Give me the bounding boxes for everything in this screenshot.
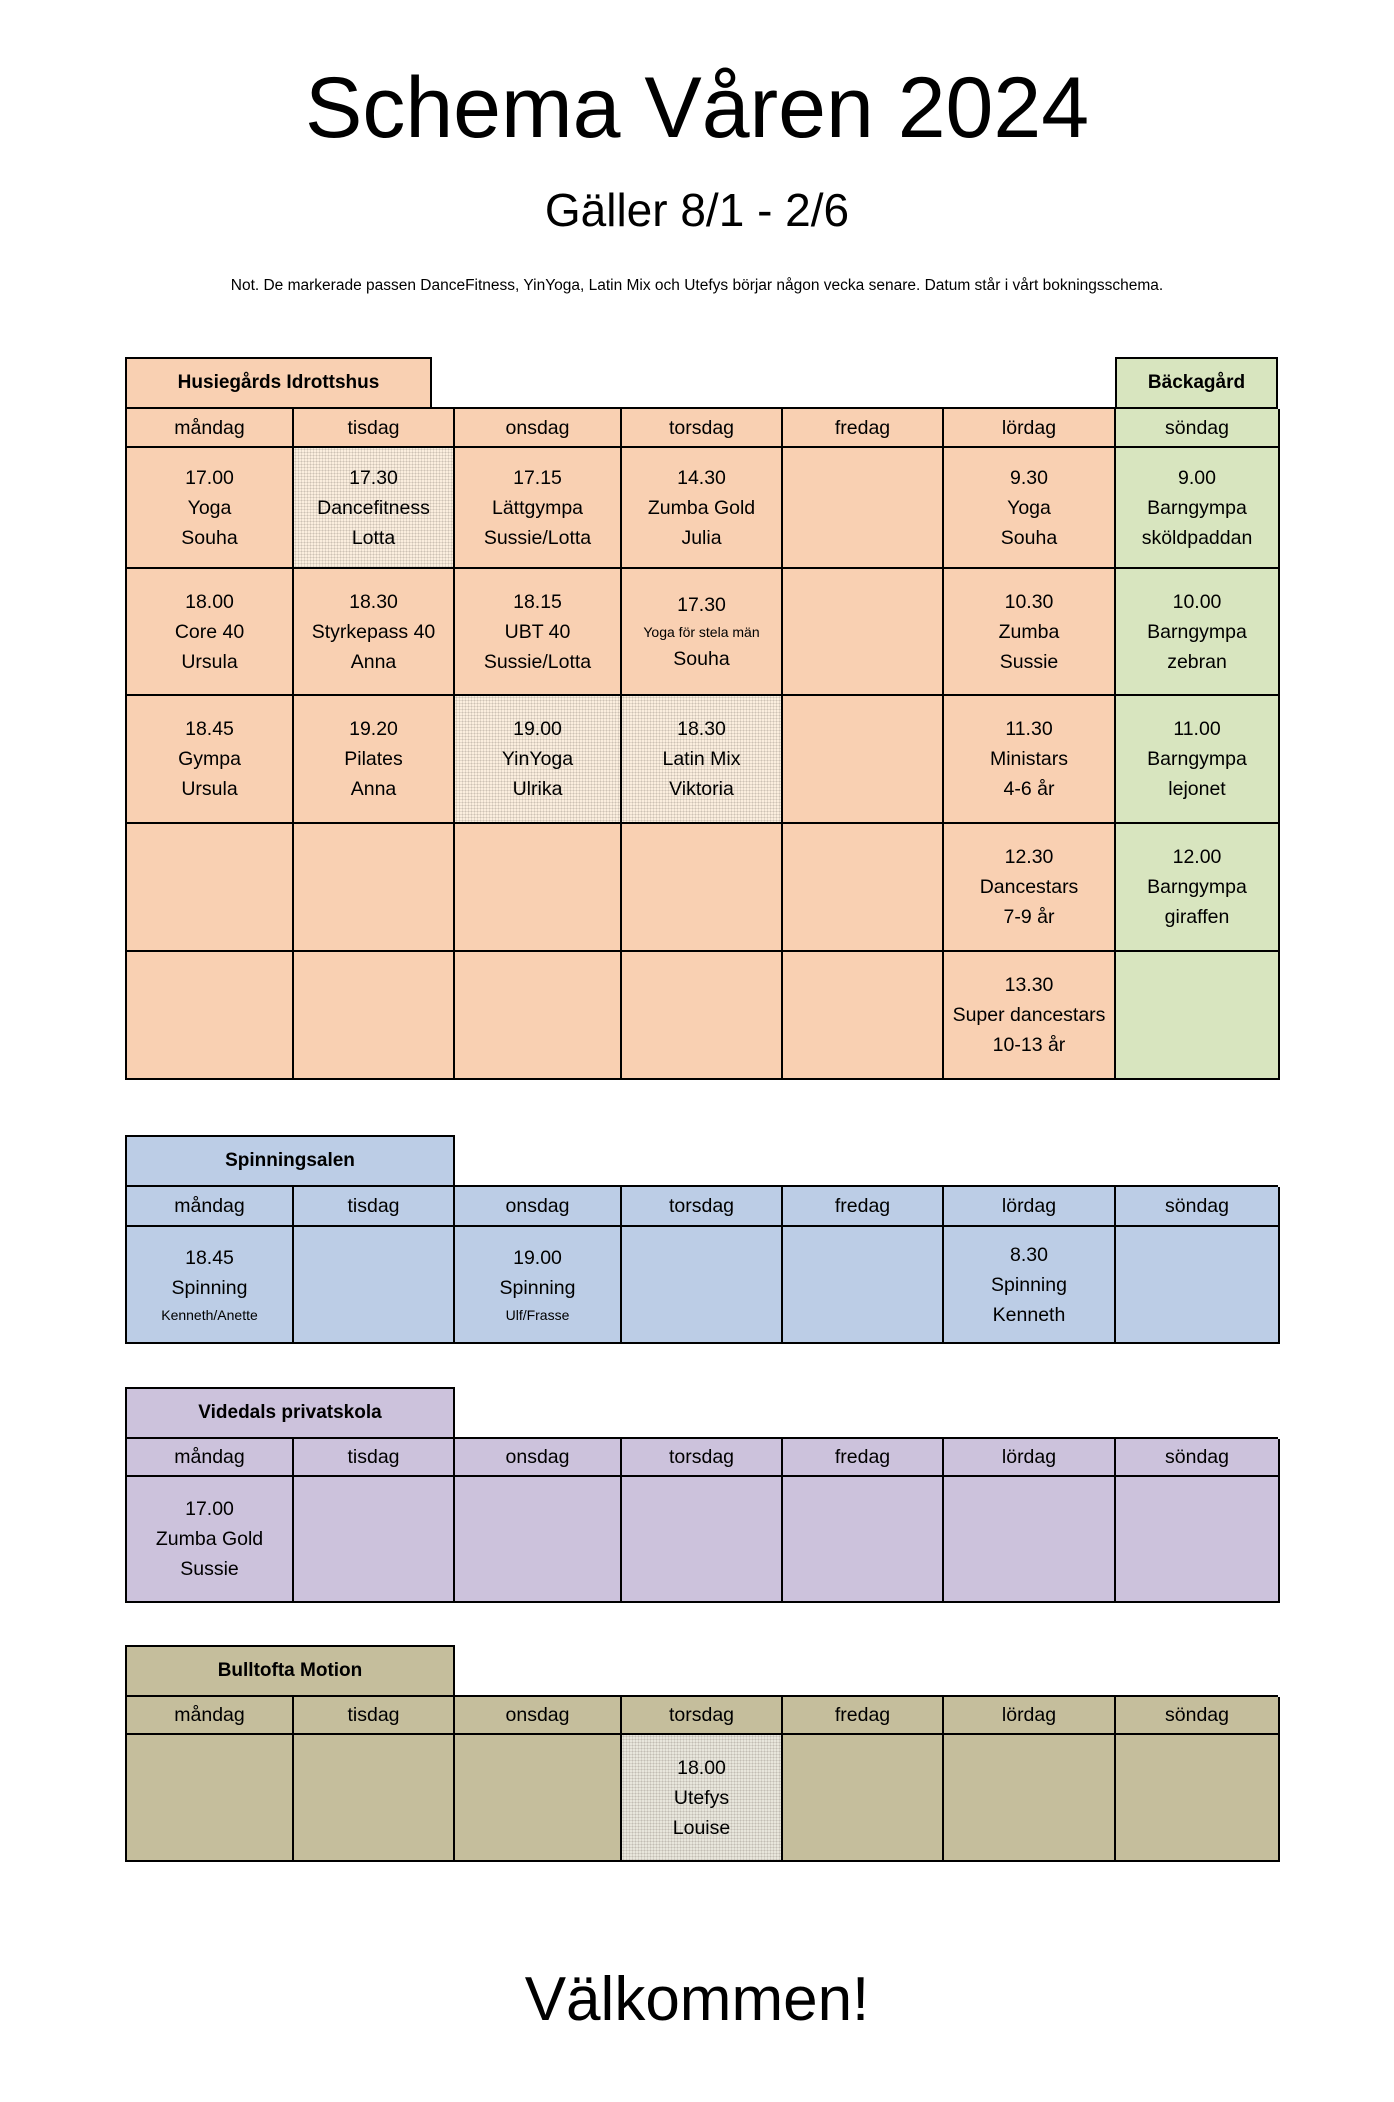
- venue-spinning: Spinningsalen: [125, 1135, 455, 1185]
- class-name: Yoga för stela män: [643, 623, 760, 640]
- day-header: måndag: [127, 1187, 294, 1227]
- class-time: 12.30: [1004, 846, 1054, 868]
- day-header: tisdag: [294, 409, 455, 448]
- class-cell: [455, 448, 622, 569]
- empty-cell: [783, 952, 944, 1080]
- class-leader: Sussie: [999, 650, 1059, 673]
- class-time: 19.00: [513, 718, 562, 740]
- class-time: 17.00: [185, 1498, 234, 1520]
- empty-cell: [944, 1477, 1116, 1603]
- empty-cell: [1116, 1477, 1280, 1603]
- empty-cell: [783, 824, 944, 952]
- class-name: Barngympa: [1147, 876, 1247, 898]
- class-name: Yoga: [187, 496, 232, 519]
- day-header: tisdag: [294, 1187, 455, 1227]
- class-cell: [944, 824, 1116, 952]
- class-leader: Sussie/Lotta: [483, 526, 592, 549]
- class-leader: Souha: [673, 647, 730, 670]
- empty-cell: [127, 1735, 294, 1862]
- class-name: YinYoga: [501, 748, 574, 770]
- empty-cell: [1116, 1735, 1280, 1862]
- empty-cell: [783, 1735, 944, 1862]
- page-note: Not. De markerade passen DanceFitness, YinYoga, Latin Mix och Utefys börjar någon vecka senare. Datum står i vårt bokningsschema.: [230, 277, 1164, 294]
- class-name: Zumba: [998, 620, 1060, 643]
- day-header: lördag: [944, 1187, 1116, 1227]
- husie-schedule: [125, 357, 1278, 1080]
- class-name: Pilates: [344, 748, 403, 770]
- venue-bulltofta: Bulltofta Motion: [125, 1645, 455, 1695]
- class-time: 17.30: [349, 466, 398, 489]
- class-leader: Ulf/Frasse: [505, 1306, 570, 1323]
- spinning-schedule: [125, 1135, 1278, 1344]
- empty-cell: [294, 1227, 455, 1344]
- empty-cell: [455, 952, 622, 1080]
- day-header: söndag: [1116, 1439, 1280, 1477]
- class-cell: [1116, 696, 1280, 824]
- class-time: 18.30: [677, 718, 726, 740]
- day-header: tisdag: [294, 1697, 455, 1735]
- day-header: onsdag: [455, 1439, 622, 1477]
- class-leader: lejonet: [1168, 778, 1226, 800]
- empty-cell: [1116, 1227, 1280, 1344]
- class-cell: [944, 448, 1116, 569]
- day-header: onsdag: [455, 1697, 622, 1735]
- class-leader: Souha: [181, 526, 238, 549]
- class-time: 12.00: [1172, 846, 1222, 868]
- day-header: söndag: [1116, 1697, 1280, 1735]
- empty-cell: [783, 696, 944, 824]
- venue-backagard: Bäckagård: [1115, 357, 1278, 407]
- class-leader: Souha: [1000, 526, 1058, 549]
- class-leader: Ursula: [181, 778, 238, 800]
- empty-cell: [455, 1477, 622, 1603]
- day-header: onsdag: [455, 409, 622, 448]
- class-cell: [294, 448, 455, 569]
- day-header: torsdag: [622, 1697, 783, 1735]
- day-header: tisdag: [294, 1439, 455, 1477]
- class-leader: Sussie/Lotta: [483, 650, 592, 673]
- class-cell: [455, 569, 622, 696]
- class-name: Barngympa: [1147, 748, 1247, 770]
- day-header: fredag: [783, 409, 944, 448]
- empty-cell: [455, 1735, 622, 1862]
- class-time: 11.30: [1005, 718, 1053, 740]
- class-cell: [127, 696, 294, 824]
- empty-cell: [127, 952, 294, 1080]
- venue-husie: Husiegårds Idrottshus: [125, 357, 432, 407]
- class-time: 8.30: [1010, 1243, 1048, 1266]
- day-header: lördag: [944, 409, 1116, 448]
- class-time: 18.15: [513, 590, 562, 613]
- class-cell: [944, 1227, 1116, 1344]
- class-cell: [127, 1227, 294, 1344]
- day-header: måndag: [127, 1697, 294, 1735]
- videdal-schedule: [125, 1387, 1278, 1603]
- class-time: 10.30: [1004, 590, 1054, 613]
- empty-cell: [294, 1477, 455, 1603]
- day-header: torsdag: [622, 1187, 783, 1227]
- class-cell: [1116, 824, 1280, 952]
- class-name: UBT 40: [504, 620, 571, 643]
- day-header: lördag: [944, 1439, 1116, 1477]
- day-header: fredag: [783, 1697, 944, 1735]
- class-name: Zumba Gold: [647, 496, 756, 519]
- class-leader: Anna: [350, 650, 397, 673]
- day-header: fredag: [783, 1187, 944, 1227]
- empty-cell: [294, 952, 455, 1080]
- empty-cell: [783, 1227, 944, 1344]
- empty-cell: [127, 824, 294, 952]
- day-header: torsdag: [622, 1439, 783, 1477]
- class-leader: Sussie: [180, 1558, 239, 1580]
- class-name: Spinning: [991, 1273, 1067, 1296]
- day-header: onsdag: [455, 1187, 622, 1227]
- class-cell: [944, 569, 1116, 696]
- class-cell: [127, 569, 294, 696]
- class-time: 9.00: [1178, 466, 1216, 489]
- class-name: Dancestars: [979, 876, 1079, 898]
- empty-cell: [622, 952, 783, 1080]
- class-time: 11.00: [1173, 718, 1221, 740]
- class-cell: [944, 952, 1116, 1080]
- empty-cell: [622, 1227, 783, 1344]
- class-time: 18.30: [349, 590, 398, 613]
- day-header: måndag: [127, 409, 294, 448]
- empty-cell: [622, 1477, 783, 1603]
- class-name: Spinning: [499, 1276, 576, 1299]
- class-time: 18.00: [185, 590, 234, 613]
- class-name: Styrkepass 40: [311, 620, 436, 643]
- class-leader: Anna: [350, 778, 397, 800]
- class-cell: [622, 696, 783, 824]
- class-cell: [944, 696, 1116, 824]
- class-time: 10.00: [1172, 590, 1222, 613]
- class-time: 9.30: [1010, 466, 1048, 489]
- class-cell: [127, 448, 294, 569]
- empty-cell: [783, 448, 944, 569]
- class-cell: [455, 696, 622, 824]
- class-cell: [622, 448, 783, 569]
- page-title: Schema Våren 2024: [304, 60, 1090, 156]
- class-name: Utefys: [673, 1786, 730, 1809]
- class-cell: [455, 1227, 622, 1344]
- class-time: 19.20: [349, 718, 398, 740]
- class-name: Barngympa: [1147, 496, 1247, 519]
- venue-videdal: Videdals privatskola: [125, 1387, 455, 1437]
- class-name: Super dancestars: [952, 1004, 1106, 1026]
- class-cell: [294, 696, 455, 824]
- empty-cell: [294, 824, 455, 952]
- class-time: 18.00: [677, 1756, 726, 1779]
- class-leader: 10-13 år: [992, 1034, 1066, 1056]
- page-subtitle: Gäller 8/1 - 2/6: [544, 184, 850, 236]
- class-leader: Viktoria: [669, 778, 734, 800]
- class-time: 18.45: [185, 1246, 234, 1269]
- day-header: fredag: [783, 1439, 944, 1477]
- class-time: 19.00: [513, 1246, 562, 1269]
- class-name: Core 40: [174, 620, 245, 643]
- class-cell: [622, 569, 783, 696]
- page-footer: Välkommen!: [524, 1965, 870, 2034]
- class-name: Zumba Gold: [155, 1528, 264, 1550]
- class-leader: Ursula: [181, 650, 238, 673]
- class-name: Barngympa: [1147, 620, 1247, 643]
- class-time: 14.30: [677, 466, 726, 489]
- class-time: 17.00: [185, 466, 234, 489]
- class-leader: Kenneth/Anette: [161, 1306, 258, 1323]
- class-cell: [1116, 448, 1280, 569]
- class-name: Latin Mix: [662, 748, 741, 770]
- class-time: 17.30: [677, 593, 726, 616]
- class-time: 13.30: [1004, 974, 1054, 996]
- day-header: måndag: [127, 1439, 294, 1477]
- class-name: Ministars: [989, 748, 1068, 770]
- empty-cell: [455, 824, 622, 952]
- class-cell: [622, 1735, 783, 1862]
- class-leader: Louise: [672, 1816, 731, 1839]
- day-header: söndag: [1116, 1187, 1280, 1227]
- empty-cell: [1116, 952, 1280, 1080]
- class-time: 17.15: [513, 466, 562, 489]
- day-header: söndag: [1116, 409, 1280, 448]
- class-leader: Kenneth: [992, 1303, 1066, 1326]
- empty-cell: [622, 824, 783, 952]
- class-time: 18.45: [185, 718, 234, 740]
- class-leader: sköldpaddan: [1141, 526, 1253, 549]
- class-cell: [294, 569, 455, 696]
- day-header: lördag: [944, 1697, 1116, 1735]
- empty-cell: [944, 1735, 1116, 1862]
- empty-cell: [783, 1477, 944, 1603]
- class-leader: 4-6 år: [1003, 778, 1055, 800]
- class-leader: Ulrika: [512, 778, 563, 800]
- class-leader: Lotta: [351, 526, 396, 549]
- empty-cell: [783, 569, 944, 696]
- empty-cell: [294, 1735, 455, 1862]
- class-name: Spinning: [171, 1276, 248, 1299]
- class-leader: 7-9 år: [1003, 906, 1055, 928]
- class-name: Dancefitness: [317, 496, 430, 519]
- class-name: Yoga: [1007, 496, 1051, 519]
- class-cell: [127, 1477, 294, 1603]
- bulltofta-schedule: [125, 1645, 1278, 1862]
- day-header: torsdag: [622, 409, 783, 448]
- class-leader: giraffen: [1164, 906, 1230, 928]
- class-name: Gympa: [178, 748, 241, 770]
- class-leader: zebran: [1167, 650, 1227, 673]
- class-cell: [1116, 569, 1280, 696]
- class-name: Lättgympa: [491, 496, 584, 519]
- class-leader: Julia: [681, 526, 722, 549]
